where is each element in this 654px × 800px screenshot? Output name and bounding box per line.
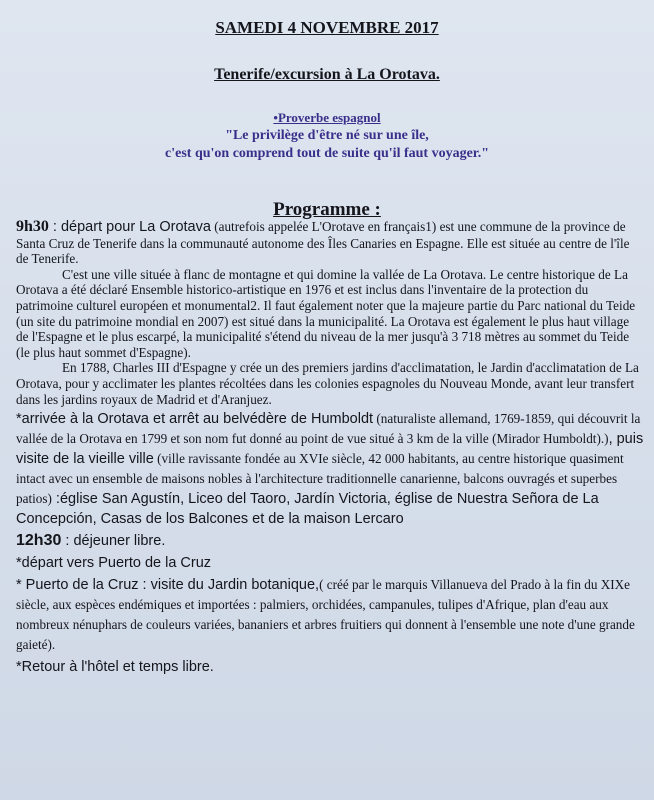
proverb-label: •Proverbe espagnol xyxy=(273,110,381,125)
orotava-description: (autrefois appelée L'Orotave en français1) est une commune de la province de Santa Cruz de Tenerife dans la communauté autonome des Îles Canaries en Espagne. Elle est située au centre de l'île de Tenerife. xyxy=(16,219,630,267)
excursion-title: Tenerife/excursion à La Orotava. xyxy=(214,66,440,83)
time-12h30: 12h30 xyxy=(16,532,62,550)
old-town-lead: , puis visite de la vieille ville xyxy=(16,431,644,468)
old-town-sights: :église San Agustín, Liceo del Taoro, Jardín Victoria, église de Nuestra Señora de La Concepción, Casas de los Balcones et de la maison Lercaro xyxy=(16,491,599,528)
paragraph-depart-orotava xyxy=(16,219,644,267)
programme-heading: Programme : xyxy=(273,199,381,220)
humboldt-lead: *arrivée à la Orotava et arrêt au belvédère de Humboldt xyxy=(16,411,374,428)
paragraph-jardin-acclimatation: En 1788, Charles III d'Espagne y crée un des premiers jardins d'acclimatation, le Jardin d'acclimatation de La Orotava, pour y acclimater les plantes récoltées dans les colonies espagnoles du Nouveau Monde, avant leur transfert dans les jardins royaux de Madrid et d'Aranjuez. xyxy=(16,360,639,407)
botanique-lead: * Puerto de la Cruz : visite du Jardin botanique, xyxy=(16,577,320,594)
item-lunch xyxy=(16,531,644,551)
old-town-detail: (ville ravissante fondée au XVIe siècle, 42 000 habitants, au centre historique quasiment intact avec un ensemble de maisons nobles à l'architecture traditionnelle canarienne, balcons ouvragés et superbes patios) xyxy=(16,451,624,507)
time-9h30: 9h30 xyxy=(16,218,49,235)
humboldt-detail: (naturaliste allemand, 1769-1859, qui découvrit la vallée de la Orotava en 1799 et son nom fut donné au point de vue situé à 3 km de la ville (Mirador Humboldt).) xyxy=(16,411,641,447)
document-date-title: SAMEDI 4 NOVEMBRE 2017 xyxy=(215,18,439,37)
lunch-text: : déjeuner libre. xyxy=(61,533,166,550)
proverb-line-1: "Le privilège d'être né sur une île, xyxy=(225,128,429,143)
item-retour-hotel: *Retour à l'hôtel et temps libre. xyxy=(16,659,214,676)
botanique-detail: ( créé par le marquis Villanueva del Prado à la fin du XIXe siècle, aux espèces endémiques et importées : palmiers, orchidées, campanules, tulipes d'Afrique, plan d'eau aux nombreux nénuphars de couleurs variées, bananiers et arbres fruitiers qui donnent à l'ensemble une note d'une grande gaieté). xyxy=(16,577,635,653)
paragraph-orotava-history: C'est une ville située à flanc de montagne et qui domine la vallée de La Orotava. Le centre historique de La Orotava a été déclaré Ensemble historico-artistique en 1976 et est inclus dans l'inventaire de la protection du patrimoine culturel européen et monumental2. Il faut également noter que la majeure partie du Parc national du Teide (un site du patrimoine mondial en 2007) est situé dans la municipalité. La Orotava est également le plus haut village de l'Espagne et le plus escarpé, la municipalité s'étend du niveau de la mer jusqu'à 3 718 mètres au sommet du Teide (le plus haut sommet d'Espagne). xyxy=(16,266,636,360)
proverb-block xyxy=(0,109,654,163)
item-depart-puerto: *départ vers Puerto de la Cruz xyxy=(16,555,212,572)
proverb-line-2: c'est qu'on comprend tout de suite qu'il faut voyager." xyxy=(165,146,489,161)
depart-orotava-lead: : départ pour La Orotava xyxy=(48,219,211,235)
item-humboldt-visit xyxy=(16,409,644,529)
programme-body xyxy=(16,219,644,678)
item-jardin-botanique xyxy=(16,575,644,655)
